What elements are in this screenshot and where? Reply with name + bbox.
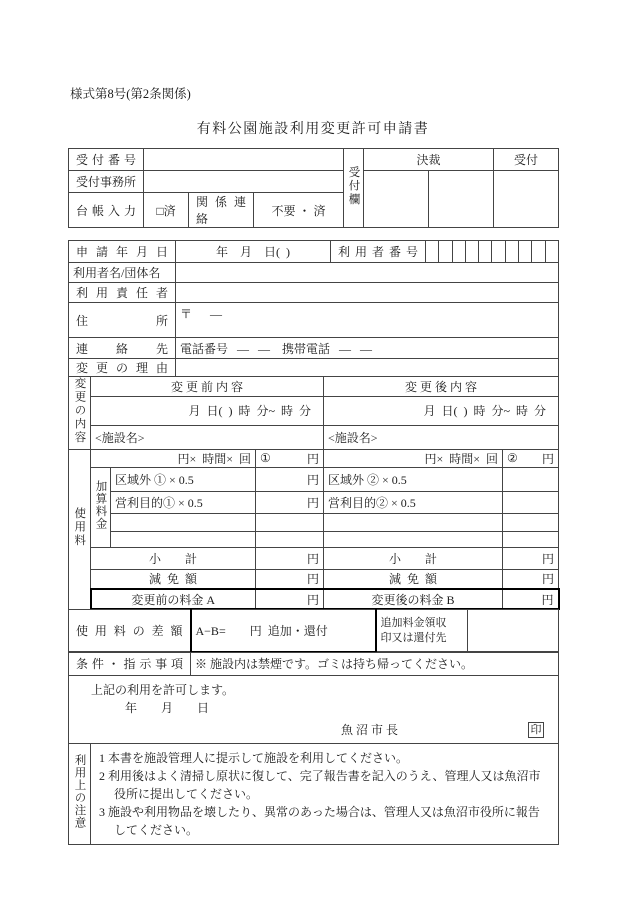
after-base-amount[interactable] [503,449,559,467]
approval-table [68,675,559,744]
yen-unit: 円 [307,451,320,466]
change-reason-input[interactable] [176,359,559,377]
ledger-input-label: 台 帳 入 力 [69,193,144,228]
circled-1-mark: ① [260,450,271,465]
before-subtotal-amount[interactable]: 円 [256,547,324,569]
after-reduction-amount[interactable]: 円 [503,569,559,589]
seal-mark: 印 [528,722,544,738]
notes-content [91,743,559,844]
after-content-header: 変 更 後 内 容 [324,377,559,397]
receipt-stamp-label [376,610,468,652]
fee-section-label: 使用料 [73,506,86,548]
applicant-table [68,240,559,377]
fee-section-cell [69,449,91,609]
receipt-stamp-line1: 追加料金領収 [380,617,447,630]
change-content-table [68,376,559,450]
difference-label: 使 用 料 の 差 額 [69,610,191,652]
before-facility-name-input[interactable]: <施設名> [91,425,324,449]
before-base-formula[interactable]: 円× 時間× 回 [91,449,256,467]
conditions-label: 条 件 ・ 指 示 事 項 [69,652,191,675]
permit-statement: 上記の利用を許可します。 [91,682,235,697]
conditions-text: ※ 施設内は禁煙です。ゴミは持ち帰ってください。 [191,652,559,675]
after-total-amount[interactable]: 円 [503,589,559,609]
application-date-label: 申 請 年 月 日 [69,241,176,263]
receipt-stamp-cell[interactable] [494,171,559,228]
before-base-amount[interactable] [256,449,324,467]
related-contact-options[interactable]: 不要 ・ 済 [254,193,344,228]
ledger-done-label: 済 [163,203,176,218]
after-reduction-label: 減 免 額 [324,569,503,589]
yen-unit: 円 [542,451,555,466]
approval-stamp-cell-1[interactable] [364,171,429,228]
note-item: 2 利用後はよく清掃し原状に復して、完了報告書を記入のうえ、管理人又は魚沼市役所に提出してください。 [99,768,541,801]
applicant-name-input[interactable] [176,263,559,283]
receipt-header: 受付 [494,149,559,171]
before-surcharge-desc[interactable] [111,531,256,547]
after-surcharge-desc[interactable] [324,531,503,547]
ledger-done-checkbox[interactable] [144,193,189,228]
receipt-office-label: 受付事務所 [69,171,144,193]
user-number-box[interactable] [519,241,532,263]
refund-destination-input[interactable] [468,610,559,652]
after-surcharge-amount[interactable] [503,491,559,513]
reception-table [68,148,559,228]
form-number: 様式第8号(第2条関係) [70,87,191,101]
page-title: 有料公園施設利用変更許可申請書 [196,122,430,137]
after-surcharge-desc: 区域外 ② × 0.5 [324,467,503,491]
approval-cell [69,675,559,743]
after-total-label: 変更後の料金 B [324,589,503,609]
before-surcharge-amount[interactable]: 円 [256,467,324,491]
user-number-box[interactable] [465,241,478,263]
user-number-box[interactable] [492,241,505,263]
user-number-box[interactable] [505,241,518,263]
user-number-box[interactable] [439,241,452,263]
before-surcharge-amount[interactable] [256,531,324,547]
contact-input[interactable]: 電話番号 — — 携帯電話 — — [176,338,559,359]
before-surcharge-amount[interactable]: 円 [256,491,324,513]
mayor-name: 魚 沼 市 長 [341,722,399,737]
after-base-formula[interactable]: 円× 時間× 回 [324,449,503,467]
before-surcharge-desc: 営利目的① × 0.5 [111,491,256,513]
responsible-person-input[interactable] [176,283,559,303]
user-number-box[interactable] [452,241,465,263]
address-label: 住 所 [69,303,176,338]
before-datetime-input[interactable]: 月 日( ) 時 分~ 時 分 [91,396,324,425]
related-contact-label: 関 係 連 絡 [189,193,254,228]
after-surcharge-amount[interactable] [503,513,559,531]
fee-table [68,449,560,611]
reception-column-cell [344,149,364,228]
user-number-label: 利 用 者 番 号 [331,241,426,263]
address-input[interactable]: 〒 — [176,303,559,338]
permit-date-input[interactable]: 年 月 日 [125,700,210,715]
user-number-box[interactable] [426,241,439,263]
surcharge-section-cell [91,467,111,547]
application-date-input[interactable]: 年 月 日( ) [176,241,331,263]
after-surcharge-desc[interactable] [324,513,503,531]
notes-section-cell [69,743,91,844]
user-number-box[interactable] [545,241,558,263]
note-item: 3 施設や利用物品を壊したり、異常のあった場合は、管理人又は魚沼市役所に報告してください。 [99,804,540,837]
after-facility-name-input[interactable]: <施設名> [324,425,559,449]
receipt-number-label: 受 付 番 号 [69,149,144,171]
before-reduction-amount[interactable]: 円 [256,569,324,589]
reception-column-label: 受付欄 [347,165,360,207]
user-number-box[interactable] [532,241,545,263]
approval-header: 決裁 [364,149,494,171]
receipt-stamp-line2: 印又は還付先 [380,631,447,644]
surcharge-section-label: 加算料金 [94,480,107,530]
before-content-header: 変 更 前 内 容 [91,377,324,397]
before-surcharge-desc[interactable] [111,513,256,531]
after-surcharge-amount[interactable] [503,467,559,491]
user-number-box[interactable] [479,241,492,263]
after-datetime-input[interactable]: 月 日( ) 時 分~ 時 分 [324,396,559,425]
difference-table [68,609,559,653]
before-surcharge-desc: 区域外 ① × 0.5 [111,467,256,491]
responsible-person-label: 利 用 責 任 者 [69,283,176,303]
notes-section-label: 利用上の注意 [73,754,86,829]
applicant-name-label: 利用者名/団体名 [69,263,176,283]
before-subtotal-label: 小 計 [91,547,256,569]
change-reason-label: 変 更 の 理 由 [69,359,176,377]
circled-2-mark: ② [507,450,518,465]
mayor-row [75,721,552,739]
notes-table [68,743,559,845]
after-surcharge-amount[interactable] [503,531,559,547]
after-subtotal-amount[interactable]: 円 [503,547,559,569]
difference-formula-input[interactable]: A−B= 円 追加・還付 [191,610,376,652]
change-section-label: 変更の内容 [73,377,86,445]
before-reduction-label: 減 免 額 [91,569,256,589]
conditions-table [68,652,559,676]
note-item: 1 本書を施設管理人に提示して施設を利用してください。 [99,750,409,765]
approval-stamp-cell-2[interactable] [429,171,494,228]
after-subtotal-label: 小 計 [324,547,503,569]
checkbox-icon[interactable]: □ [156,203,164,218]
contact-label: 連 絡 先 [69,338,176,359]
change-section-cell [69,377,91,450]
before-total-label: 変更前の料金 A [91,589,256,609]
receipt-office-input[interactable] [144,171,344,193]
before-total-amount[interactable]: 円 [256,589,324,609]
after-surcharge-desc: 営利目的② × 0.5 [324,491,503,513]
receipt-number-input[interactable] [144,149,344,171]
before-surcharge-amount[interactable] [256,513,324,531]
